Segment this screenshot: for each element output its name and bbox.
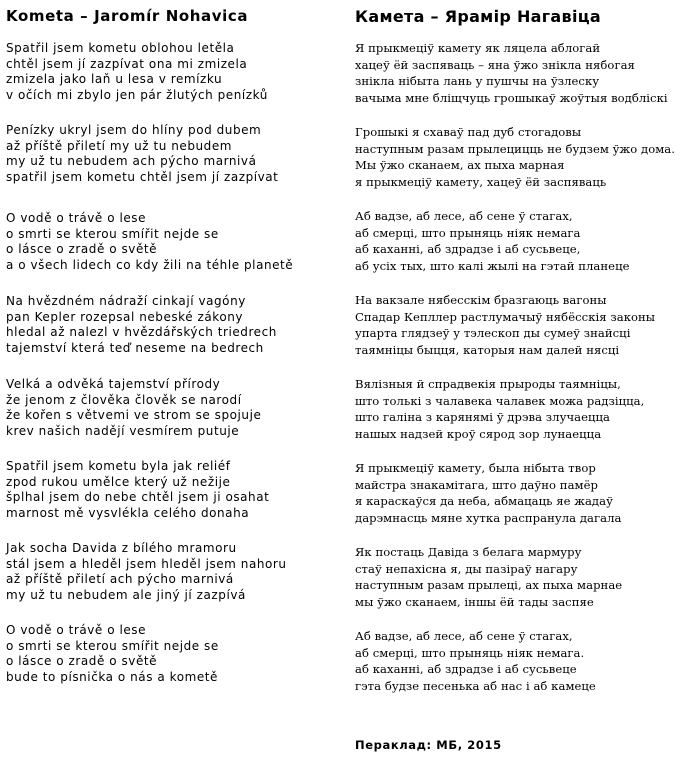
verse-line: Spatřil jsem kometu oblohou letěla: [6, 41, 235, 55]
verse-line: таямніцы быцця, каторыя нам далей нясці: [355, 342, 620, 357]
verse-line: упарта глядзеў у тэлескоп ды сумеў знайсці: [355, 326, 631, 341]
verse-line: Я прыкмеціў камету, была нібыта твор: [355, 461, 596, 475]
verse-line: нашых надзей кроў сярод зор лунаецца: [355, 426, 602, 441]
stanza: [6, 41, 268, 104]
verse-line: marnost mě vysvlékla celého donaha: [6, 506, 250, 521]
verse-line: pan Kepler rozepsal nebeské zákony: [6, 309, 244, 324]
stanza: [355, 208, 630, 274]
verse-line: že jenom z člověka člověk se narodí: [6, 392, 242, 407]
stanza: [6, 459, 269, 522]
verse-line: дарэмнасць мяне хутка распранула дагала: [355, 510, 622, 525]
stanza: [355, 376, 644, 442]
verse-line: chtěl jsem jí zazpívat ona mi zmizela: [6, 56, 248, 71]
stanza: [6, 377, 261, 440]
stanza: [355, 292, 655, 358]
verse-line: гэта будзе песенька аб нас і аб камеце: [355, 678, 596, 693]
stanza: [355, 124, 675, 190]
verse-line: bude to písnička o nás a kometě: [6, 670, 218, 685]
verse-line: zmizela jako laň u lesa v remízku: [6, 72, 223, 87]
verse-line: Вялізныя й спрадвекія прыроды таямніцы,: [355, 377, 621, 391]
verse-line: o smrti se kterou smířit nejde se: [6, 638, 219, 653]
verse-line: наступным разам прылеці, ах пыха марнае: [355, 578, 623, 593]
verse-line: spatřil jsem kometu chtěl jsem jí zazpívat: [6, 170, 279, 185]
stanza: [355, 628, 596, 694]
verse-line: Na hvězdném nádraží cinkají vagóny: [6, 294, 246, 308]
verse-line: Jak socha Davida z bílého mramoru: [6, 541, 237, 555]
verse-line: o lásce o zradě o světě: [6, 242, 158, 257]
stanza: [355, 40, 668, 106]
verse-line: Аб вадзе, аб лесе, аб сене ў стагах,: [355, 209, 573, 223]
verse-line: я прыкмеціў камету, хацеў ёй заспяваць: [355, 174, 607, 189]
verse-line: мы ўжо сканаем, іншы ёй тады заспяе: [355, 594, 594, 609]
stanza: [6, 294, 277, 357]
verse-line: Грошыкі я схаваў пад дуб стогадовы: [355, 125, 582, 139]
verse-line: až příště přiletí ach pýcho marnivá: [6, 572, 234, 587]
stanza: [355, 544, 622, 610]
verse-line: Спадар Кепллер растлумачыў нябёсскія законы: [355, 309, 656, 324]
translation-credit: Пераклад: МБ, 2015: [355, 738, 502, 752]
verse-line: šplhal jsem do nebe chtěl jsem ji osahat: [6, 490, 270, 505]
verse-line: o smrti se kterou smířit nejde se: [6, 226, 219, 241]
verse-line: я караскаўся да неба, абмацаць яе жадаў: [355, 494, 613, 509]
czech-title: Kometa – Jaromír Nohavica: [6, 7, 249, 25]
verse-line: Мы ўжо сканаем, ах пыха марная: [355, 158, 565, 173]
verse-line: аб усіх тых, што калі жылі на гэтай планеце: [355, 258, 630, 273]
verse-line: хацеў ёй заспяваць – яна ўжо знікла нябогая: [355, 57, 635, 72]
verse-line: my už tu nebudem ale jiný jí zazpívá: [6, 588, 246, 603]
verse-line: stál jsem a hleděl jsem hleděl jsem nahoru: [6, 556, 287, 571]
verse-line: my už tu nebudem ach pýcho marnivá: [6, 154, 257, 169]
verse-line: Penízky ukryl jsem do hlíny pod dubem: [6, 123, 262, 137]
verse-line: že kořen s větvemi ve strom se spojuje: [6, 408, 262, 423]
verse-line: вачыма мне бліщчуць грошыкаў жоўтыя водбліскі: [355, 90, 668, 105]
stanza: [6, 623, 219, 686]
verse-line: Spatřil jsem kometu byla jak reliéf: [6, 459, 231, 473]
stanza: [355, 460, 621, 526]
verse-line: стаў непахісна я, ды пазіраў нагару: [355, 561, 578, 576]
belarusian-title: Камета – Ярамір Нагавіца: [355, 7, 601, 26]
verse-line: až příště přiletí my už tu nebudem: [6, 138, 233, 153]
verse-line: На вакзале нябесскім бразгаюць вагоны: [355, 293, 607, 307]
verse-line: krev našich nadějí vesmírem putuje: [6, 424, 240, 439]
verse-line: v očích mi zbylo jen pár žlutých penízků: [6, 88, 268, 103]
stanza: [6, 123, 278, 186]
verse-line: o lásce o zradě o světě: [6, 654, 158, 669]
verse-line: аб смерці, што прыняць ніяк немага.: [355, 645, 585, 660]
verse-line: Як постаць Давіда з белага мармуру: [355, 545, 582, 559]
verse-line: наступным разам прылецицць не будзем ўжо дома.: [355, 141, 676, 156]
verse-line: Я прыкмеціў камету як ляцела аблогай: [355, 41, 601, 55]
verse-line: Velká a odvěká tajemství přírody: [6, 377, 221, 391]
verse-line: Аб вадзе, аб лесе, аб сене ў стагах,: [355, 629, 573, 643]
verse-line: O vodě o trávě o lese: [6, 211, 147, 225]
verse-line: a o všech lidech co kdy žili na téhle planetě: [6, 258, 294, 273]
verse-line: што галіна з карянямі ў дрэва злучаецца: [355, 410, 611, 425]
stanza: [6, 541, 287, 604]
verse-line: майстра знакамітага, што даўно памёр: [355, 477, 598, 492]
verse-line: аб каханні, аб здрадзе і аб сусьвеце,: [355, 242, 581, 257]
verse-line: O vodě o trávě o lese: [6, 623, 147, 637]
verse-line: tajemství která teď neseme na bedrech: [6, 341, 264, 356]
stanza: [6, 211, 293, 274]
verse-line: zpod rukou umělce který už nežije: [6, 474, 231, 489]
verse-line: hledal až nalezl v hvězdářských triedrech: [6, 325, 277, 340]
verse-line: аб каханні, аб здрадзе і аб сусьвеце: [355, 662, 577, 677]
verse-line: знікла нібыта лань у пушчы на ўзлеску: [355, 74, 600, 89]
verse-line: што толькі з чалавека чалавек можа радзіцца,: [355, 393, 645, 408]
verse-line: аб смерці, што прыняць ніяк немага: [355, 225, 581, 240]
